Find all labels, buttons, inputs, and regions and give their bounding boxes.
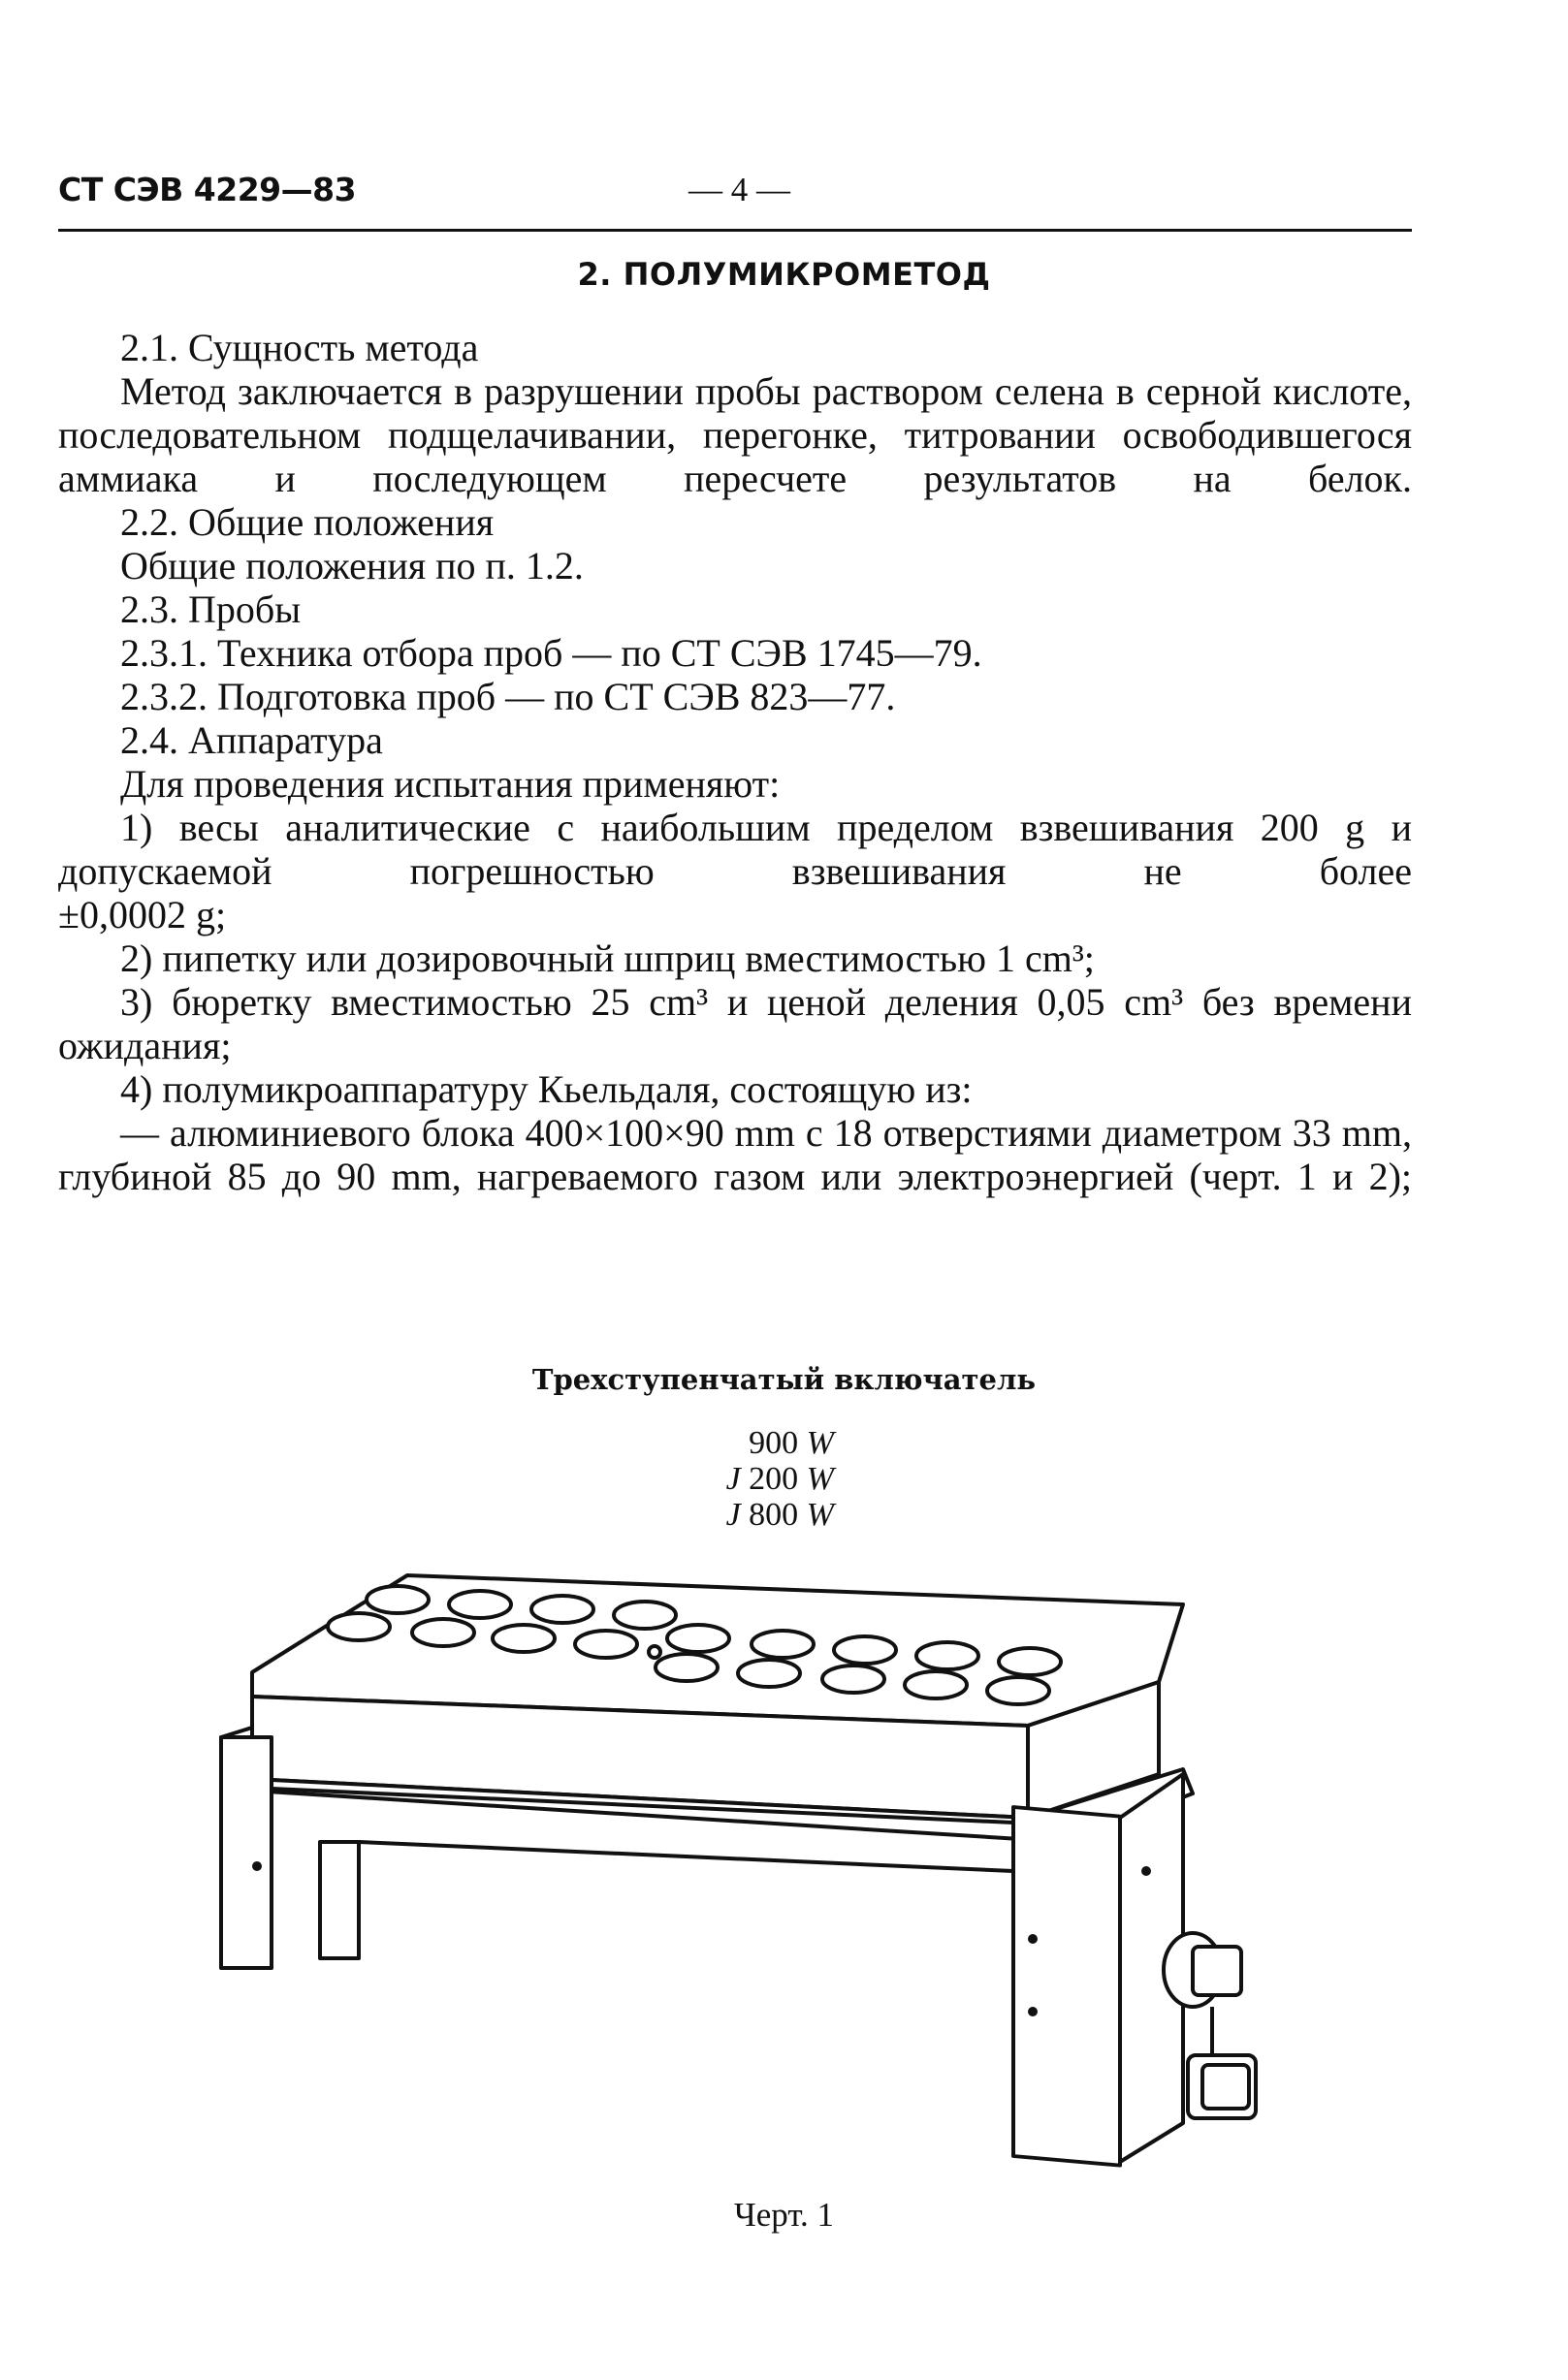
subsection-2-3-2: 2.3.2. Подготовка проб — по СТ СЭВ 823—77. <box>120 675 896 718</box>
heating-block-drawing <box>213 1551 1280 2172</box>
list-item-4-sub: — алюминиевого блока 400×100×90 mm с 18 отверстиями диаметром 33 mm, глубиной 85 до 90 mm, нагреваемого газом или электроэнергией (черт. 1 и 2); <box>58 1111 1412 1198</box>
figure-caption: Черт. 1 <box>734 2196 834 2234</box>
hole <box>531 1596 593 1623</box>
switch-level: 900 W <box>749 1425 834 1461</box>
switch-level: J 800 W <box>725 1497 834 1533</box>
hole <box>367 1586 429 1613</box>
left-leg <box>221 1737 272 1968</box>
document-code: СТ СЭВ 4229—83 <box>58 171 357 208</box>
hole <box>449 1591 511 1618</box>
subsection-2-1-heading: 2.1. Сущность метода <box>120 326 479 369</box>
hole <box>834 1636 896 1664</box>
hole <box>987 1677 1049 1704</box>
hole <box>328 1613 390 1640</box>
hole <box>822 1666 884 1693</box>
list-item-1: 1) весы аналитические с наибольшим пределом взвешивания 200 g и допускаемой погрешностью взвешивания не более <box>58 806 1412 893</box>
section-title: 2. ПОЛУМИКРОМЕТОД <box>577 256 991 293</box>
hole <box>667 1625 729 1652</box>
subsection-2-3-1: 2.3.1. Техника отбора проб — по СТ СЭВ 1745—79. <box>120 631 982 675</box>
subsection-2-4-intro: Для проведения испытания применяют: <box>120 762 781 806</box>
hole <box>412 1619 474 1646</box>
list-item-2: 2) пипетку или дозировочный шприц вместимостью 1 cm³; <box>120 936 1095 980</box>
list-item-4: 4) полумикроаппаратуру Кьельдаля, состоящую из: <box>120 1067 973 1111</box>
subsection-2-2-text: Общие положения по п. 1.2. <box>120 544 584 587</box>
subsection-2-4-heading: 2.4. Аппаратура <box>120 718 383 762</box>
hole <box>999 1648 1061 1675</box>
hole <box>916 1642 978 1669</box>
list-item-1-tolerance: ±0,0002 g; <box>58 893 227 936</box>
switch-levels <box>679 1425 834 1533</box>
switch-level: J 200 W <box>725 1461 834 1497</box>
subsection-2-3-heading: 2.3. Пробы <box>120 587 302 631</box>
subsection-2-1-text: Метод заключается в разрушении пробы раствором селена в серной кислоте, последовательном подщелачивании, перегонке, титровании освободившегося аммиака и последующем пересчете результатов на белок. <box>58 369 1412 500</box>
hole <box>656 1654 718 1681</box>
hole <box>752 1631 814 1658</box>
inner-left-leg <box>320 1842 359 1958</box>
hole <box>738 1660 800 1687</box>
list-item-3: 3) бюретку вместимостью 25 cm³ и ценой деления 0,05 cm³ без времени ожидания; <box>58 980 1412 1067</box>
figure-title: Трехступенчатый включатель <box>531 1363 1037 1396</box>
hole <box>493 1625 555 1652</box>
page-header <box>58 171 1416 217</box>
header-rule <box>58 229 1412 232</box>
hole <box>575 1631 637 1658</box>
thermometer-hole <box>649 1646 660 1658</box>
hole <box>905 1671 967 1698</box>
right-leg-front <box>1013 1807 1120 2166</box>
switch-knob <box>1193 1947 1241 1995</box>
hole <box>614 1602 676 1629</box>
page-number: — 4 — <box>688 171 790 208</box>
body-text <box>58 326 1412 1198</box>
subsection-2-2-heading: 2.2. Общие положения <box>120 500 495 544</box>
